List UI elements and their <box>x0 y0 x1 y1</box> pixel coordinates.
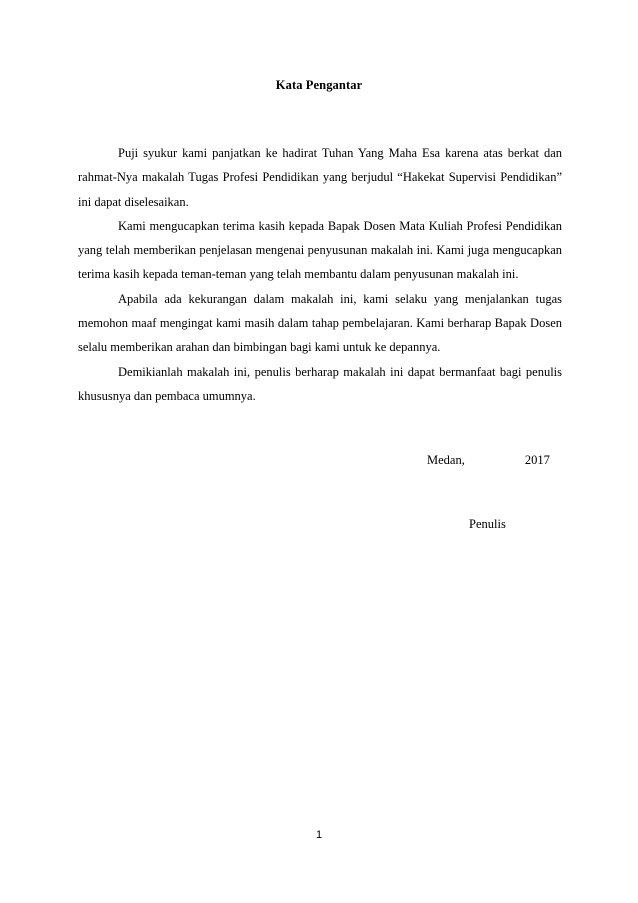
year-label: 2017 <box>524 453 550 467</box>
place-label: Medan, <box>427 453 465 467</box>
paragraph-closing: Demikianlah makalah ini, penulis berharap makalah ini dapat bermanfaat bagi penulis khususnya dan pembaca umumnya. <box>78 364 562 403</box>
body-text <box>78 141 562 408</box>
paragraph-apology: Apabila ada kekurangan dalam makalah ini, kami selaku yang menjalankan tugas memohon maaf mengingat kami masih dalam tahap pembelajaran. Kami berharap Bapak Dosen selalu memberikan arahan dan bimbingan bagi kami untuk ke depannya. <box>78 291 562 355</box>
signer-label: Penulis <box>469 517 506 531</box>
page-title: Kata Pengantar <box>275 78 363 92</box>
place-date <box>427 453 550 468</box>
page-number: 1 <box>315 829 323 841</box>
paragraph-gratitude: Puji syukur kami panjatkan ke hadirat Tuhan Yang Maha Esa karena atas berkat dan rahmat-Nya makalah Tugas Profesi Pendidikan yang berjudul “Hakekat Supervisi Pendidikan” ini dapat diselesaikan. <box>78 146 562 209</box>
paragraph-thanks: Kami mengucapkan terima kasih kepada Bapak Dosen Mata Kuliah Profesi Pendidikan yang telah memberikan penjelasan mengenai penyusunan makalah ini. Kami juga mengucapkan terima kasih kepada teman-teman yang telah membantu dalam penyusunan makalah ini. <box>78 218 562 282</box>
